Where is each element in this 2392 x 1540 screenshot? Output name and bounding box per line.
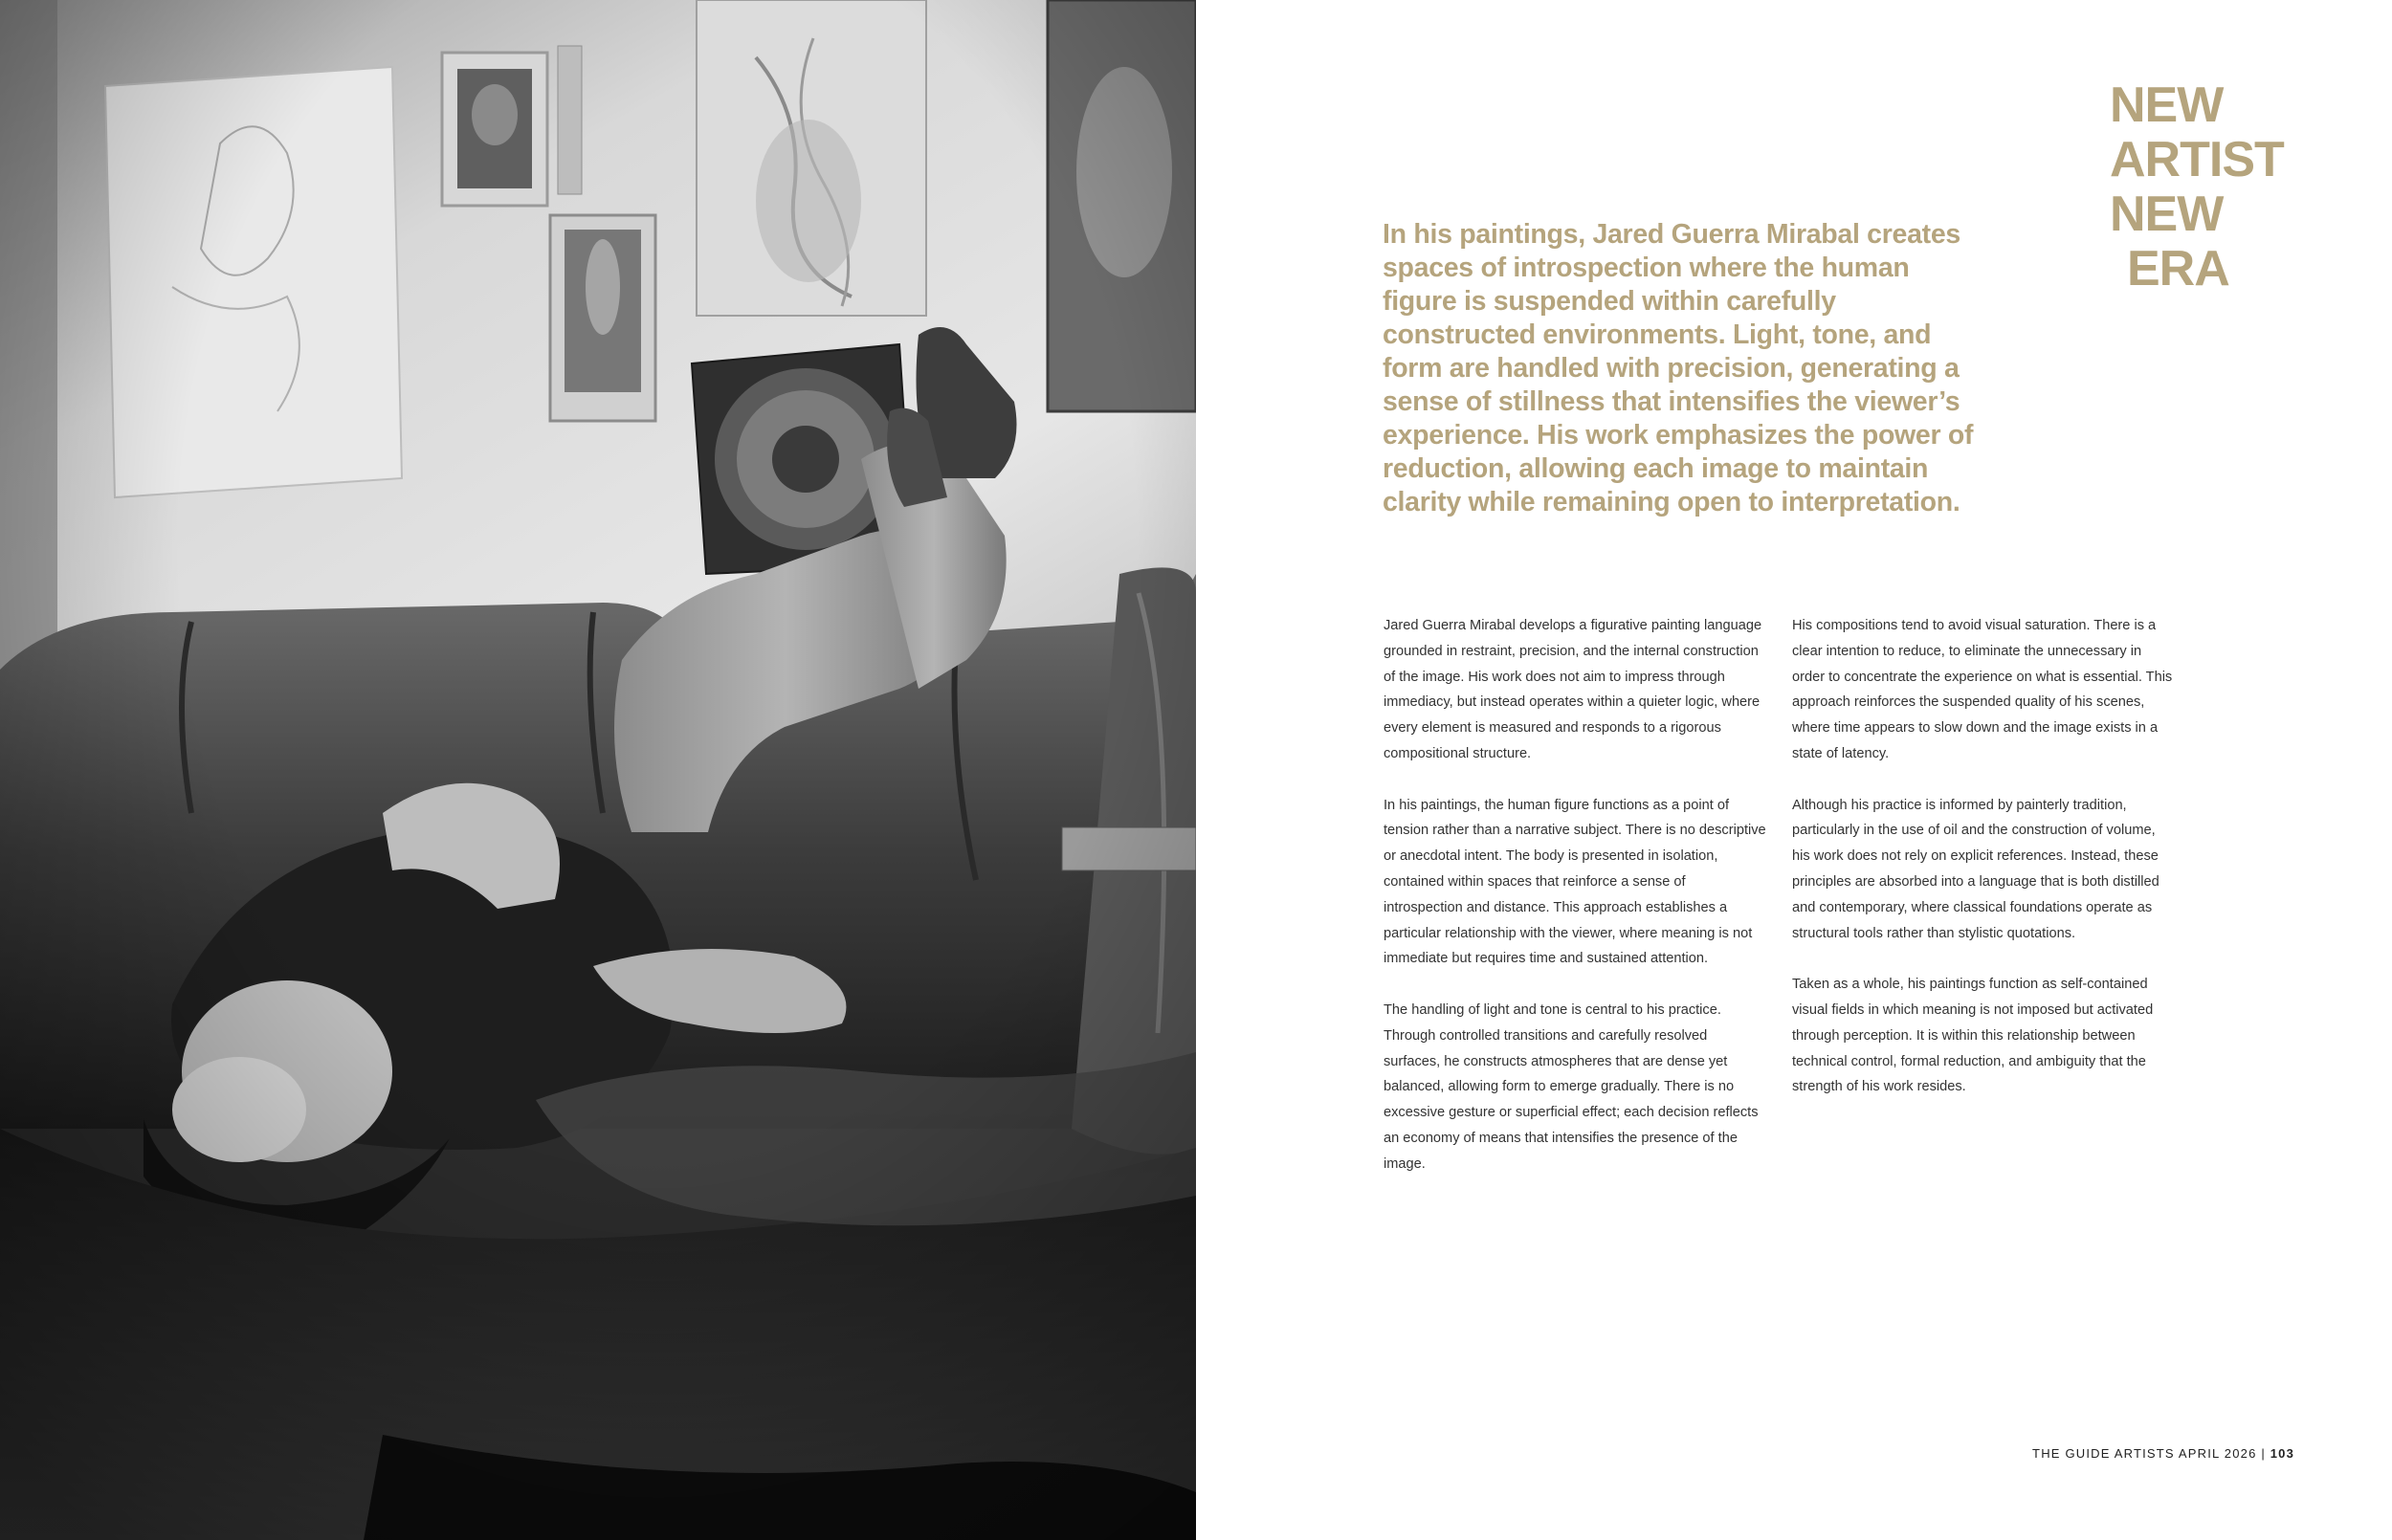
body-paragraph: The handling of light and tone is central to his practice. Through controlled transitions and carefully resolved surfaces, he constructs atmospheres that are dense yet balanced, allowing form to emerge gradually. There is no excessive gesture or superficial effect; each decision reflects an economy of means that intensifies the presence of the image.: [1384, 1001, 1759, 1172]
publication-name: THE GUIDE ARTISTS APRIL 2026: [2032, 1446, 2257, 1461]
body-paragraph: In his paintings, the human figure functions as a point of tension rather than a narrative subject. There is no descriptive or anecdotal intent. The body is presented in isolation, contained within spaces that reinforce a sense of introspection and distance. This approach establishes a particular relationship with the viewer, where meaning is not immediate but requires time and sustained attention.: [1384, 797, 1766, 967]
body-column-right: [1792, 613, 2175, 1126]
lede-paragraph: In his paintings, Jared Guerra Mirabal creates spaces of introspection where the human figure is suspended within carefully constructed environments. Light, tone, and form are handled with precision, generating a sense of stillness that intensifies the viewer’s experience. His work emphasizes the power of reduction, allowing each image to maintain clarity while remaining open to interpretation.: [1383, 219, 1974, 517]
headline-line-4: ERA: [2127, 241, 2229, 297]
body-paragraph: Taken as a whole, his paintings function as self-contained visual fields in which meaning is not imposed but activated through perception. It is within this relationship between technical control, formal reduction, and ambiguity that the strength of his work resides.: [1792, 977, 2154, 1095]
body-paragraph: His compositions tend to avoid visual saturation. There is a clear intention to reduce, to eliminate the unnecessary in order to concentrate the experience on what is essential. This approach reinforces the suspended quality of his scenes, where time appears to slow down and the image exists in a state of latency.: [1792, 618, 2173, 761]
page-number: 103: [2270, 1446, 2294, 1461]
body-paragraph: Jared Guerra Mirabal develops a figurative painting language grounded in restraint, precision, and the internal construction of the image. His work does not aim to impress through immediacy, but instead operates within a quieter logic, where every element is measured and responds to a rigorous compositional structure.: [1384, 618, 1762, 761]
page-footer: [2032, 1446, 2294, 1461]
body-paragraph: Although his practice is informed by painterly tradition, particularly in the use of oil and the construction of volume, his work does not rely on explicit references. Instead, these principles are absorbed into a language that is both distilled and contemporary, where classical foundations operate as structural tools rather than stylistic quotations.: [1792, 797, 2159, 941]
headline: [2067, 77, 2284, 297]
body-column-left: [1384, 613, 1766, 1202]
headline-line-2: ARTIST: [2110, 132, 2284, 187]
headline-line-1: NEW: [2110, 77, 2224, 133]
headline-line-3: NEW: [2110, 187, 2224, 242]
footer-separator: |: [2261, 1446, 2266, 1461]
